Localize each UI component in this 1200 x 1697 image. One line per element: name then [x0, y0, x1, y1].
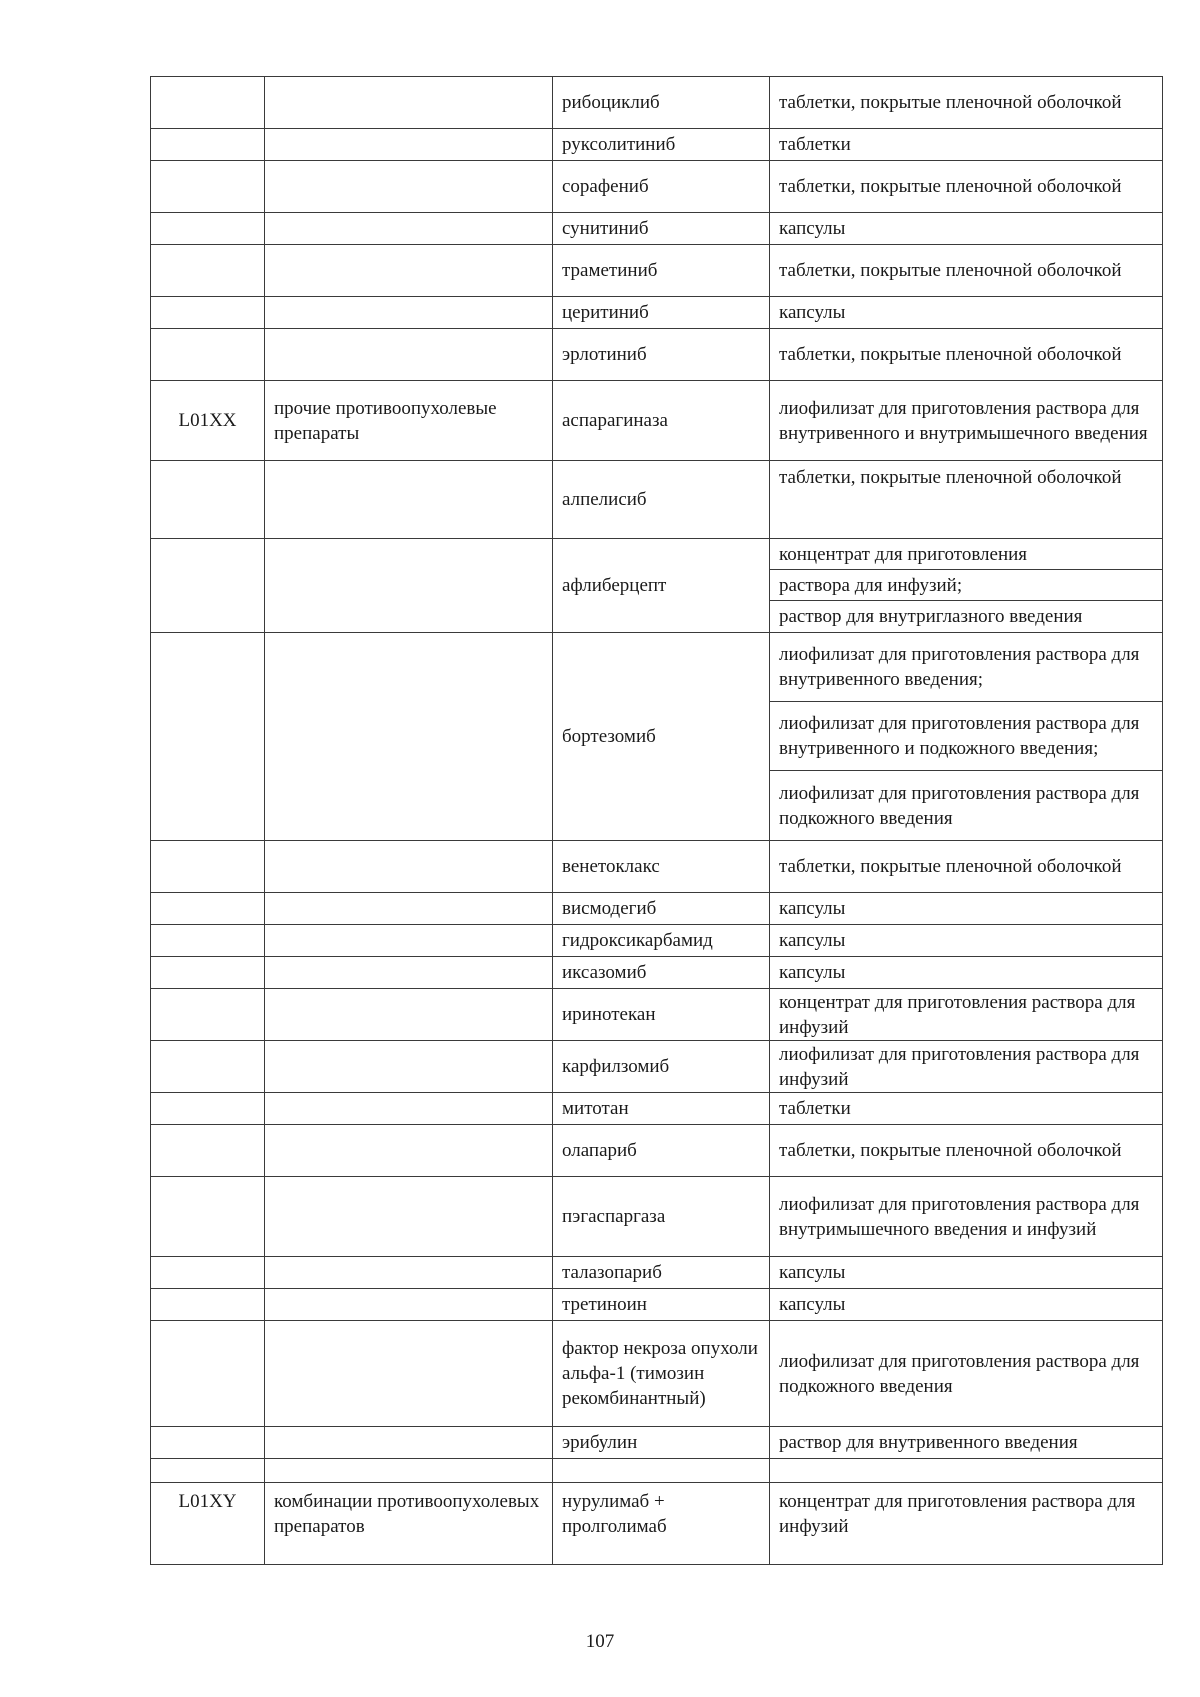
atc-code-cell	[151, 1177, 265, 1257]
table-row	[151, 213, 1163, 245]
atc-code-cell	[151, 77, 265, 129]
dosage-form-cell: капсулы	[770, 957, 1163, 989]
dosage-form-cell: капсулы	[770, 297, 1163, 329]
group-name-cell	[265, 161, 553, 213]
dosage-form-cell: капсулы	[770, 893, 1163, 925]
dosage-form-cell: концентрат для приготовления раствора для инфузий	[770, 1483, 1163, 1565]
drug-name-cell: венетоклакс	[553, 841, 770, 893]
group-name-cell	[265, 841, 553, 893]
dosage-form-cell: капсулы	[770, 925, 1163, 957]
drug-name-cell: афлиберцепт	[553, 539, 770, 633]
group-name-cell	[265, 1427, 553, 1459]
drug-name-cell: третиноин	[553, 1289, 770, 1321]
atc-code-cell	[151, 989, 265, 1041]
group-name-cell	[265, 77, 553, 129]
drug-name-cell: пэгаспаргаза	[553, 1177, 770, 1257]
dosage-form-cell	[770, 1459, 1163, 1483]
table-row	[151, 989, 1163, 1041]
drug-name-cell: висмодегиб	[553, 893, 770, 925]
atc-code-cell	[151, 1257, 265, 1289]
atc-code-cell	[151, 539, 265, 633]
dosage-form-cell: раствора для инфузий;	[770, 570, 1163, 601]
group-name-cell	[265, 129, 553, 161]
dosage-form-cell: таблетки, покрытые пленочной оболочкой	[770, 77, 1163, 129]
dosage-form-cell: концентрат для приготовления	[770, 539, 1163, 570]
drug-name-cell: карфилзомиб	[553, 1041, 770, 1093]
group-name-cell: комбинации противоопухолевых препаратов	[265, 1483, 553, 1565]
table-row	[151, 841, 1163, 893]
dosage-form-cell: концентрат для приготовления раствора для инфузий	[770, 989, 1163, 1041]
drug-name-cell: рибоциклиб	[553, 77, 770, 129]
atc-code-cell: L01XX	[151, 381, 265, 461]
atc-code-cell	[151, 633, 265, 841]
atc-code-cell	[151, 925, 265, 957]
table-row	[151, 957, 1163, 989]
atc-code-cell	[151, 1125, 265, 1177]
group-name-cell	[265, 989, 553, 1041]
atc-code-cell	[151, 297, 265, 329]
table-row	[151, 1177, 1163, 1257]
drug-name-cell: эрлотиниб	[553, 329, 770, 381]
drug-list-body	[151, 77, 1163, 1565]
table-row	[151, 539, 1163, 570]
drug-name-cell: талазопариб	[553, 1257, 770, 1289]
table-row	[151, 161, 1163, 213]
drug-name-cell: сорафениб	[553, 161, 770, 213]
group-name-cell	[265, 539, 553, 633]
drug-name-cell: алпелисиб	[553, 461, 770, 539]
group-name-cell	[265, 1289, 553, 1321]
dosage-form-cell: капсулы	[770, 1289, 1163, 1321]
atc-code-cell	[151, 245, 265, 297]
dosage-form-cell: лиофилизат для приготовления раствора для подкожного введения	[770, 771, 1163, 841]
table-row	[151, 1289, 1163, 1321]
table-row	[151, 329, 1163, 381]
dosage-form-cell: таблетки, покрытые пленочной оболочкой	[770, 841, 1163, 893]
group-name-cell	[265, 1093, 553, 1125]
drug-name-cell: бортезомиб	[553, 633, 770, 841]
table-row	[151, 1093, 1163, 1125]
table-row	[151, 461, 1163, 539]
dosage-form-cell: раствор для внутривенного введения	[770, 1427, 1163, 1459]
group-name-cell	[265, 329, 553, 381]
drug-name-cell: митотан	[553, 1093, 770, 1125]
drug-name-cell: траметиниб	[553, 245, 770, 297]
atc-code-cell: L01XY	[151, 1483, 265, 1565]
atc-code-cell	[151, 1289, 265, 1321]
table-row	[151, 1125, 1163, 1177]
dosage-form-cell: таблетки, покрытые пленочной оболочкой	[770, 329, 1163, 381]
atc-code-cell	[151, 841, 265, 893]
table-row	[151, 1459, 1163, 1483]
table-row	[151, 1321, 1163, 1427]
dosage-form-cell: раствор для внутриглазного введения	[770, 601, 1163, 633]
drug-name-cell: эрибулин	[553, 1427, 770, 1459]
table-row	[151, 297, 1163, 329]
table-row	[151, 1041, 1163, 1093]
drug-name-cell: церитиниб	[553, 297, 770, 329]
dosage-form-cell: таблетки, покрытые пленочной оболочкой	[770, 1125, 1163, 1177]
table-row	[151, 1427, 1163, 1459]
dosage-form-cell: таблетки, покрытые пленочной оболочкой	[770, 461, 1163, 539]
drug-name-cell: олапариб	[553, 1125, 770, 1177]
table-row	[151, 893, 1163, 925]
dosage-form-cell: лиофилизат для приготовления раствора для внутримышечного введения и инфузий	[770, 1177, 1163, 1257]
atc-code-cell	[151, 213, 265, 245]
table-row	[151, 245, 1163, 297]
atc-code-cell	[151, 957, 265, 989]
drug-name-cell	[553, 1459, 770, 1483]
atc-code-cell	[151, 1041, 265, 1093]
atc-code-cell	[151, 1093, 265, 1125]
dosage-form-cell: лиофилизат для приготовления раствора для инфузий	[770, 1041, 1163, 1093]
group-name-cell	[265, 1459, 553, 1483]
drug-name-cell: иринотекан	[553, 989, 770, 1041]
group-name-cell	[265, 1257, 553, 1289]
atc-code-cell	[151, 1427, 265, 1459]
drug-name-cell: руксолитиниб	[553, 129, 770, 161]
group-name-cell	[265, 1177, 553, 1257]
group-name-cell	[265, 893, 553, 925]
atc-code-cell	[151, 461, 265, 539]
drug-name-cell: нурулимаб + пролголимаб	[553, 1483, 770, 1565]
dosage-form-cell: лиофилизат для приготовления раствора для подкожного введения	[770, 1321, 1163, 1427]
table-row	[151, 1483, 1163, 1565]
group-name-cell	[265, 925, 553, 957]
drug-name-cell: фактор некроза опухоли альфа-1 (тимозин рекомбинантный)	[553, 1321, 770, 1427]
dosage-form-cell: таблетки	[770, 1093, 1163, 1125]
dosage-form-cell: таблетки	[770, 129, 1163, 161]
group-name-cell	[265, 1041, 553, 1093]
dosage-form-cell: капсулы	[770, 213, 1163, 245]
atc-code-cell	[151, 1321, 265, 1427]
table-row	[151, 129, 1163, 161]
group-name-cell	[265, 1125, 553, 1177]
group-name-cell	[265, 1321, 553, 1427]
group-name-cell	[265, 957, 553, 989]
atc-code-cell	[151, 893, 265, 925]
table-row	[151, 633, 1163, 702]
table-row	[151, 1257, 1163, 1289]
dosage-form-cell: капсулы	[770, 1257, 1163, 1289]
dosage-form-cell: таблетки, покрытые пленочной оболочкой	[770, 161, 1163, 213]
table-row	[151, 925, 1163, 957]
drug-name-cell: иксазомиб	[553, 957, 770, 989]
atc-code-cell	[151, 161, 265, 213]
table-row	[151, 77, 1163, 129]
group-name-cell	[265, 633, 553, 841]
group-name-cell	[265, 245, 553, 297]
drug-list-table	[150, 76, 1163, 1565]
dosage-form-cell: лиофилизат для приготовления раствора для внутривенного введения;	[770, 633, 1163, 702]
atc-code-cell	[151, 1459, 265, 1483]
dosage-form-cell: лиофилизат для приготовления раствора для внутривенного и внутримышечного введения	[770, 381, 1163, 461]
atc-code-cell	[151, 329, 265, 381]
drug-name-cell: гидроксикарбамид	[553, 925, 770, 957]
table-row	[151, 381, 1163, 461]
drug-name-cell: сунитиниб	[553, 213, 770, 245]
drug-name-cell: аспарагиназа	[553, 381, 770, 461]
group-name-cell: прочие противоопухолевые препараты	[265, 381, 553, 461]
dosage-form-cell: лиофилизат для приготовления раствора для внутривенного и подкожного введения;	[770, 702, 1163, 771]
page-number: 107	[585, 1631, 615, 1652]
group-name-cell	[265, 297, 553, 329]
atc-code-cell	[151, 129, 265, 161]
group-name-cell	[265, 213, 553, 245]
group-name-cell	[265, 461, 553, 539]
dosage-form-cell: таблетки, покрытые пленочной оболочкой	[770, 245, 1163, 297]
